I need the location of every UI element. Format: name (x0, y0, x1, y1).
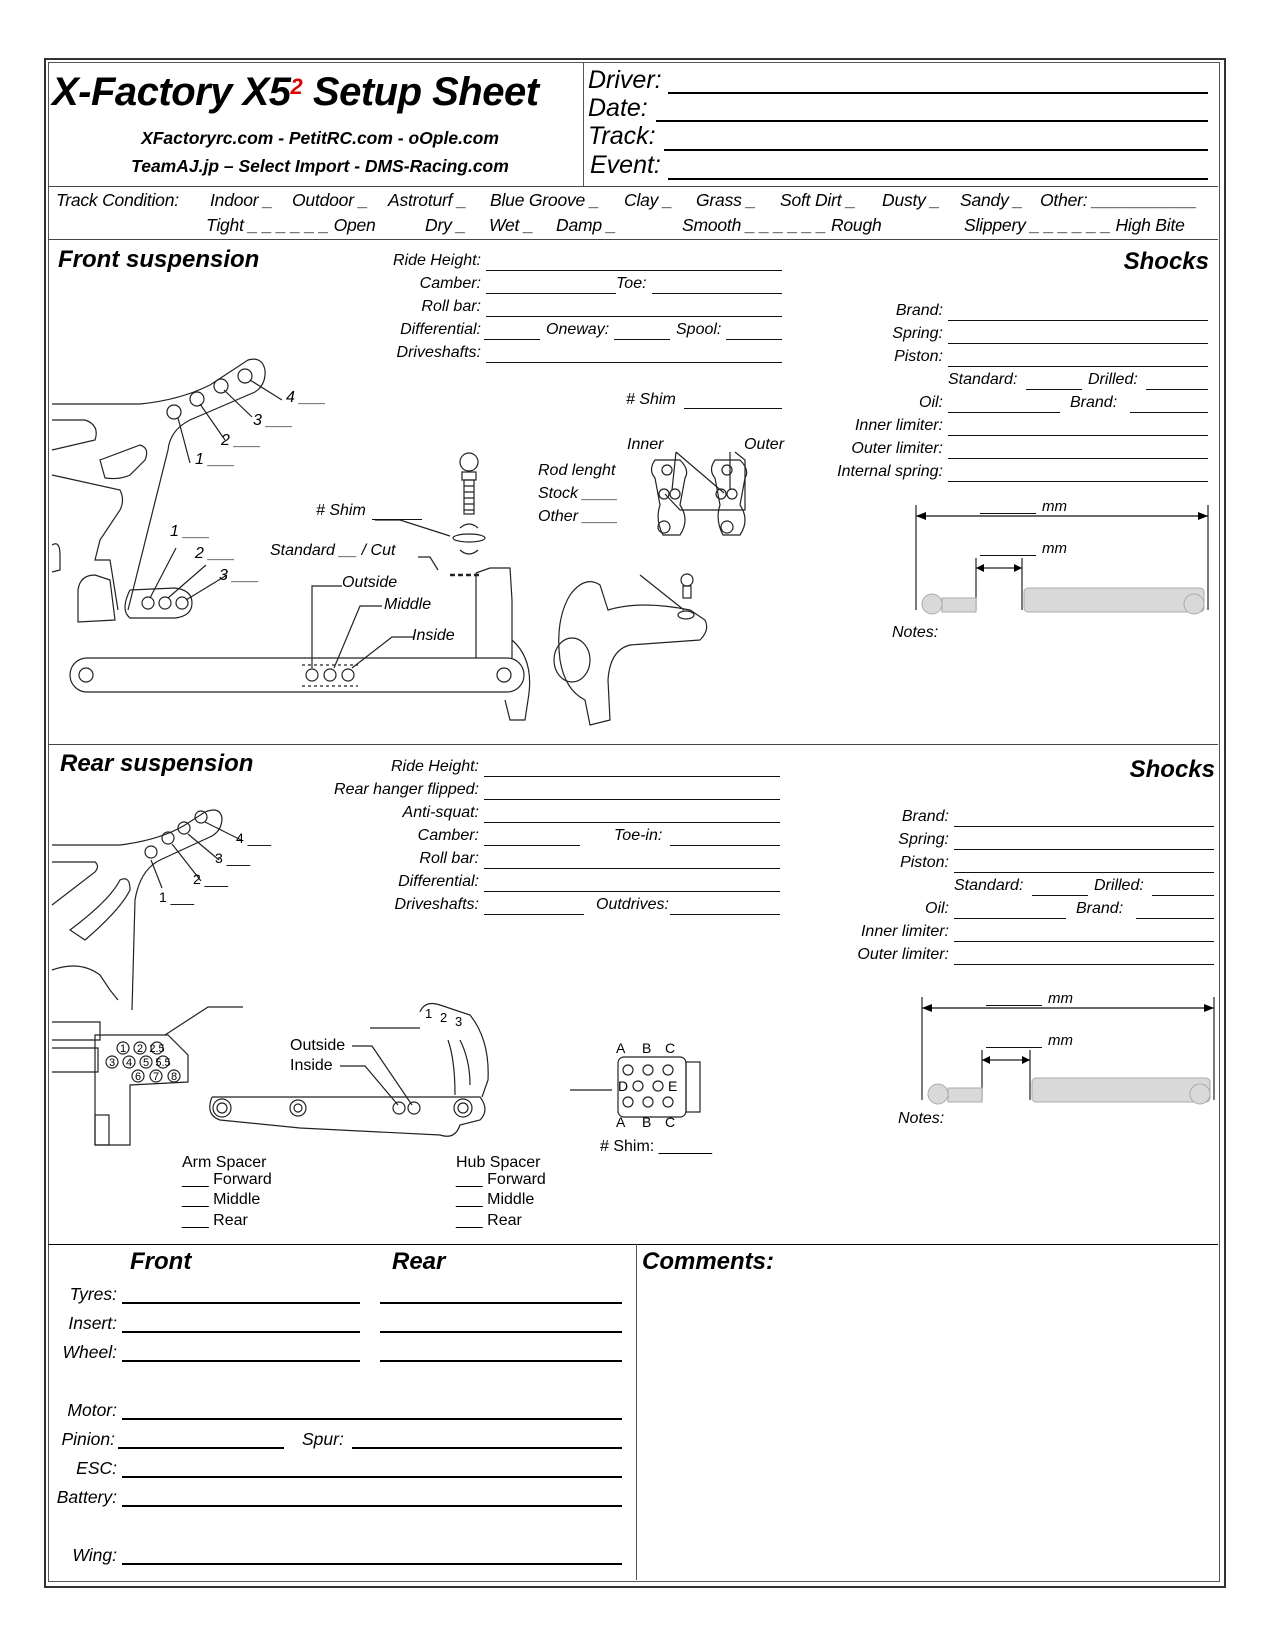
front-suspension-title: Front suspension (58, 246, 260, 273)
battery-field[interactable] (122, 1505, 622, 1507)
rear-tower-pos-4[interactable]: 4 ___ (236, 830, 272, 846)
wheel-rear-field[interactable] (380, 1360, 622, 1362)
insert-front-field[interactable] (122, 1331, 360, 1333)
esc-field[interactable] (122, 1476, 622, 1478)
front-lower-pos-1[interactable]: 1 ___ (170, 523, 211, 540)
rear-shock-brand-label: Brand: (901, 808, 949, 825)
tc-dusty[interactable]: Dusty _ (882, 190, 940, 210)
rear-shock-spring-label: Spring: (898, 831, 949, 848)
front-outer-limiter-label: Outer limiter: (851, 440, 943, 457)
wing-field[interactable] (122, 1563, 622, 1565)
front-middle-label: Middle (384, 596, 432, 613)
rear-differential-label: Differential: (398, 873, 479, 890)
front-column-title: Front (130, 1248, 192, 1275)
block-label-d[interactable]: D (618, 1078, 629, 1094)
comments-title: Comments: (642, 1248, 775, 1275)
tc-damp[interactable]: Damp _ (556, 215, 617, 235)
spur-field[interactable] (352, 1447, 622, 1449)
wing-label: Wing: (72, 1545, 117, 1565)
event-label: Event: (590, 151, 661, 179)
rear-driveshafts-label: Driveshafts: (394, 896, 479, 913)
block-label-b-top[interactable]: B (642, 1040, 652, 1056)
block-label-e[interactable]: E (668, 1078, 678, 1094)
insert-label: Insert: (68, 1313, 117, 1333)
front-toe-label: Toe: (616, 275, 647, 292)
svg-text:5: 5 (142, 1057, 150, 1069)
front-standard-cut-label[interactable]: Standard __ / Cut (270, 542, 396, 559)
arm-spacer-middle[interactable]: ___ Middle (182, 1191, 261, 1208)
rear-shock-spring-field[interactable] (954, 849, 1214, 850)
rear-inside-label: Inside (290, 1057, 333, 1074)
tc-soft-dirt[interactable]: Soft Dirt _ (780, 190, 856, 210)
rear-toe-in-label: Toe-in: (614, 827, 663, 844)
front-tower-pos-1[interactable]: 1 ___ (195, 451, 236, 468)
arm-spacer-rear[interactable]: ___ Rear (182, 1212, 248, 1229)
svg-text:8: 8 (170, 1071, 178, 1083)
tyres-rear-field[interactable] (380, 1302, 622, 1304)
rod-stock-option[interactable]: Stock ____ (538, 485, 619, 502)
track-label: Track: (588, 122, 656, 150)
rear-outer-limiter-label: Outer limiter: (857, 946, 949, 963)
camber-pos-3[interactable]: 3 (455, 1014, 463, 1029)
tyres-front-field[interactable] (122, 1302, 360, 1304)
divider (48, 1244, 1218, 1245)
front-shock-oil-brand-label: Brand: (1070, 394, 1118, 411)
rod-length-label: Rod lenght (538, 462, 616, 479)
rear-anti-squat-label: Anti-squat: (402, 804, 479, 821)
block-label-a-bottom[interactable]: A (616, 1114, 626, 1130)
rear-outside-label: Outside (290, 1037, 346, 1054)
insert-rear-field[interactable] (380, 1331, 622, 1333)
comments-area[interactable] (642, 1280, 1212, 1576)
date-label: Date: (588, 94, 648, 122)
rod-outer-label[interactable]: Outer (744, 436, 785, 453)
block-label-c-top[interactable]: C (665, 1040, 676, 1056)
front-lower-pos-2[interactable]: 2 ___ (195, 545, 236, 562)
front-shock-standard-label: Standard: (948, 371, 1018, 388)
rear-notes-label: Notes: (898, 1110, 945, 1127)
block-label-b-bottom[interactable]: B (642, 1114, 652, 1130)
tc-other[interactable]: Other: ___________ (1040, 190, 1197, 210)
front-shock-brand-label: Brand: (895, 302, 943, 319)
motor-label: Motor: (67, 1400, 117, 1420)
rear-shock-piston-field[interactable] (954, 872, 1214, 873)
rear-shock-standard-field[interactable] (1032, 895, 1088, 896)
front-spool-label: Spool: (676, 321, 722, 338)
front-outside-label: Outside (342, 574, 398, 591)
rear-shock-drilled-label: Drilled: (1094, 877, 1144, 894)
rear-inner-limiter-field[interactable] (954, 941, 1214, 942)
rear-shock-drilled-field[interactable] (1152, 895, 1214, 896)
rear-tower-pos-1[interactable]: 1 ___ (159, 889, 195, 905)
rear-camber-label: Camber: (417, 827, 479, 844)
hub-pos-1: 1 (119, 1043, 127, 1055)
svg-text:3: 3 (108, 1057, 116, 1069)
spur-label: Spur: (302, 1429, 344, 1449)
front-shock-piston-label: Piston: (894, 348, 943, 365)
front-differential-label: Differential: (400, 321, 481, 338)
sponsors-line-1: XFactoryrc.com - PetitRC.com - oOple.com (141, 128, 499, 148)
rear-shock-oil-label: Oil: (925, 900, 949, 917)
rear-shock-travel-unit: mm (1048, 1032, 1073, 1049)
page-title: X-Factory $X5^2$ Setup Sheet (52, 70, 539, 114)
front-tower-pos-2[interactable]: 2 ___ (221, 432, 262, 449)
front-roll-bar-label: Roll bar: (421, 298, 481, 315)
rear-shock-oil-brand-label: Brand: (1076, 900, 1124, 917)
tc-indoor[interactable]: Indoor _ (210, 190, 273, 210)
rear-shock-length-field[interactable] (986, 1005, 1042, 1006)
hub-spacer-rear[interactable]: ___ Rear (456, 1212, 522, 1229)
tc-sandy[interactable]: Sandy _ (960, 190, 1023, 210)
rear-shock-length-unit: mm (1048, 990, 1073, 1007)
rear-shim-label[interactable]: # Shim: ______ (600, 1138, 713, 1155)
driver-label: Driver: (588, 66, 662, 94)
svg-text:7: 7 (152, 1071, 160, 1083)
rod-other-option[interactable]: Other ____ (538, 508, 619, 525)
hub-pos-2-5: 2.5 (149, 1043, 165, 1055)
tc-dry[interactable]: Dry _ (425, 215, 466, 235)
tc-blue-groove[interactable]: Blue Groove _ (490, 190, 600, 210)
wheel-label: Wheel: (62, 1342, 117, 1362)
hub-spacer-forward[interactable]: ___ Forward (456, 1171, 546, 1188)
sponsors-line-2: TeamAJ.jp – Select Import - DMS-Racing.com (131, 156, 509, 176)
svg-text:4: 4 (125, 1057, 133, 1069)
front-shock-travel-unit: mm (1042, 540, 1067, 557)
rod-inner-label[interactable]: Inner (627, 436, 664, 453)
rear-roll-bar-label: Roll bar: (419, 850, 479, 867)
rear-tower-pos-2[interactable]: 2 ___ (193, 871, 229, 887)
svg-text:5.5: 5.5 (155, 1057, 171, 1069)
tc-wet[interactable]: Wet _ (489, 215, 534, 235)
hub-spacer-title: Hub Spacer (456, 1154, 541, 1171)
motor-field[interactable] (122, 1418, 622, 1420)
tc-outdoor[interactable]: Outdoor _ (292, 190, 369, 210)
track-condition-label: Track Condition: (56, 190, 179, 210)
rear-column-title: Rear (392, 1248, 446, 1275)
wheel-front-field[interactable] (122, 1360, 360, 1362)
battery-label: Battery: (56, 1487, 117, 1507)
rear-suspension-title: Rear suspension (60, 750, 254, 777)
rear-outer-limiter-field[interactable] (954, 964, 1214, 965)
rear-shock-standard-label: Standard: (954, 877, 1024, 894)
tc-astroturf[interactable]: Astroturf _ (388, 190, 467, 210)
front-shim-right-label: # Shim (626, 391, 676, 408)
rear-hanger-label: Rear hanger flipped: (334, 781, 479, 798)
front-tower-pos-4[interactable]: 4 ___ (286, 389, 327, 406)
rear-shock-oil-brand-field[interactable] (1136, 918, 1214, 919)
pinion-label: Pinion: (61, 1429, 115, 1449)
front-shim-label: # Shim (316, 502, 366, 519)
front-shock-oil-label: Oil: (919, 394, 943, 411)
svg-text:6: 6 (134, 1071, 142, 1083)
tc-smooth-rough[interactable]: Smooth _ _ _ _ _ _ Rough (682, 215, 882, 235)
front-shock-drilled-label: Drilled: (1088, 371, 1138, 388)
comments-divider (636, 1244, 637, 1580)
front-driveshafts-label: Driveshafts: (396, 344, 481, 361)
arm-spacer-title: Arm Spacer (182, 1154, 267, 1171)
front-lower-pos-3[interactable]: 3 ___ (219, 567, 260, 584)
rear-tower-pos-3[interactable]: 3 ___ (215, 850, 251, 866)
camber-pos-1[interactable]: 1 (425, 1006, 433, 1021)
hub-spacer-middle[interactable]: ___ Middle (456, 1191, 535, 1208)
rear-shock-piston-label: Piston: (900, 854, 949, 871)
front-notes-label: Notes: (892, 624, 939, 641)
rear-shock-brand-field[interactable] (954, 826, 1214, 827)
rear-shock-oil-field[interactable] (954, 918, 1066, 919)
title-superscript: 2 (290, 74, 303, 99)
rear-outdrives-label: Outdrives: (596, 896, 669, 913)
rear-inner-limiter-label: Inner limiter: (860, 923, 949, 940)
tc-grass[interactable]: Grass _ (696, 190, 756, 210)
front-camber-label: Camber: (419, 275, 481, 292)
tc-tight-open[interactable]: Tight _ _ _ _ _ _ Open (206, 215, 376, 235)
front-inner-limiter-label: Inner limiter: (854, 417, 943, 434)
front-shocks-title: Shocks (1123, 248, 1209, 275)
tyres-label: Tyres: (69, 1284, 117, 1304)
camber-pos-2[interactable]: 2 (440, 1010, 448, 1025)
front-oneway-label: Oneway: (546, 321, 610, 338)
arm-spacer-forward[interactable]: ___ Forward (182, 1171, 272, 1188)
front-inside-label: Inside (412, 627, 455, 644)
front-shock-spring-label: Spring: (892, 325, 943, 342)
front-internal-spring-label: Internal spring: (837, 463, 943, 480)
rear-ride-height-label: Ride Height: (390, 758, 479, 775)
rear-shock-travel-field[interactable] (986, 1047, 1042, 1048)
rear-shocks-title: Shocks (1129, 756, 1215, 783)
esc-label: ESC: (76, 1458, 117, 1478)
front-ride-height-label: Ride Height: (392, 252, 481, 269)
hub-pos-2: 2 (136, 1043, 144, 1055)
block-label-c-bottom[interactable]: C (665, 1114, 676, 1130)
front-tower-pos-3[interactable]: 3 ___ (253, 412, 294, 429)
tc-clay[interactable]: Clay _ (624, 190, 673, 210)
pinion-field[interactable] (118, 1447, 284, 1449)
tc-slippery-high-bite[interactable]: Slippery _ _ _ _ _ _ High Bite (964, 215, 1185, 235)
block-label-a-top[interactable]: A (616, 1040, 626, 1056)
front-shock-length-unit: mm (1042, 498, 1067, 515)
